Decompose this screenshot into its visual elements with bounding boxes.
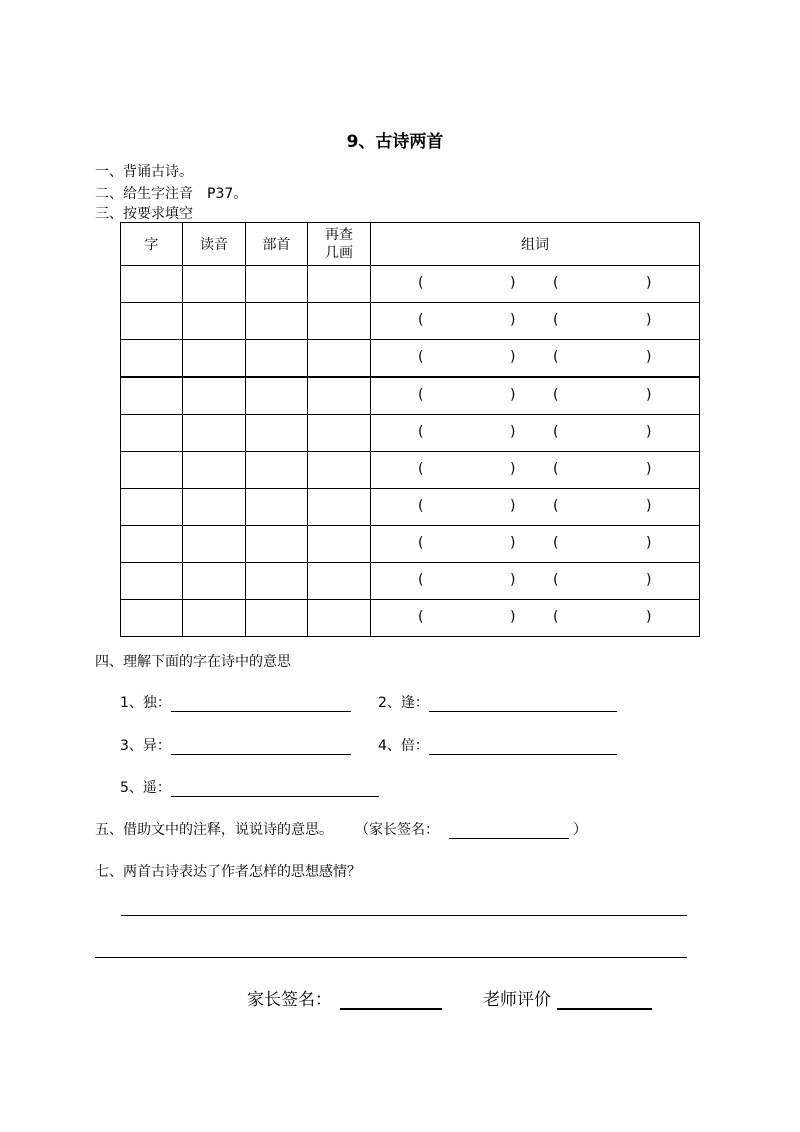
meaning-label-5: 5、遥： <box>120 780 171 796</box>
pronunciation-cell[interactable] <box>183 266 246 303</box>
meaning-answer-3[interactable] <box>171 754 351 755</box>
word-formation-cell[interactable] <box>371 563 700 600</box>
paren-open-2: ( <box>553 498 559 514</box>
paren-open-2: ( <box>553 535 559 551</box>
meaning-label-1: 1、独： <box>120 695 171 711</box>
meaning-answer-1[interactable] <box>171 711 351 712</box>
meaning-item-4 <box>378 735 617 755</box>
paren-open-2: ( <box>553 387 559 403</box>
paren-open-1: ( <box>418 535 424 551</box>
section-5-sign-blank[interactable] <box>449 838 569 839</box>
paren-close-1: ) <box>510 275 516 291</box>
character-cell[interactable] <box>121 526 183 563</box>
meaning-answer-4[interactable] <box>429 754 617 755</box>
paren-open-1: ( <box>418 572 424 588</box>
strokes-cell[interactable] <box>308 377 371 415</box>
page-title: 9、古诗两首 <box>346 132 444 152</box>
word-blanks <box>371 303 699 339</box>
teacher-evaluation <box>483 985 652 1010</box>
radical-cell[interactable] <box>246 600 308 637</box>
radical-cell[interactable] <box>246 526 308 563</box>
radical-cell[interactable] <box>246 415 308 452</box>
parent-signature <box>247 985 442 1010</box>
paren-open-2: ( <box>553 275 559 291</box>
paren-close-2: ) <box>646 387 652 403</box>
character-cell[interactable] <box>121 489 183 526</box>
meaning-item-3 <box>120 735 351 755</box>
paren-open-2: ( <box>553 312 559 328</box>
fill-in-table <box>120 222 700 637</box>
section-4-heading: 四、理解下面的字在诗中的意思 <box>95 654 291 670</box>
header-word-formation: 组词 <box>371 223 700 266</box>
pronunciation-cell[interactable] <box>183 600 246 637</box>
word-blanks <box>371 378 699 414</box>
section-7-heading: 七、两首古诗表达了作者怎样的思想感情？ <box>95 864 361 880</box>
radical-cell[interactable] <box>246 489 308 526</box>
header-extra-strokes-line1: 再查 <box>325 227 353 243</box>
word-formation-cell[interactable] <box>371 266 700 303</box>
section-5-text: 五、借助文中的注释，说说诗的意思。 <box>95 822 333 838</box>
word-formation-cell[interactable] <box>371 489 700 526</box>
paren-close-1: ) <box>510 312 516 328</box>
strokes-cell[interactable] <box>308 340 371 378</box>
paren-close-2: ) <box>646 535 652 551</box>
character-cell[interactable] <box>121 377 183 415</box>
section-5-sign-label: （家长签名： <box>355 822 439 838</box>
paren-open-2: ( <box>553 349 559 365</box>
paren-open-2: ( <box>553 461 559 477</box>
character-cell[interactable] <box>121 415 183 452</box>
radical-cell[interactable] <box>246 377 308 415</box>
header-radical: 部首 <box>246 223 308 266</box>
header-extra-strokes-line2: 几画 <box>325 245 353 261</box>
table-row <box>121 415 700 452</box>
character-cell[interactable] <box>121 303 183 340</box>
table-row <box>121 377 700 415</box>
word-formation-cell[interactable] <box>371 600 700 637</box>
word-blanks <box>371 266 699 302</box>
table-header-row <box>121 223 700 266</box>
section-1-heading: 一、背诵古诗。 <box>95 164 193 180</box>
paren-close-2: ) <box>646 498 652 514</box>
paren-close-2: ) <box>646 461 652 477</box>
word-blanks <box>371 600 699 636</box>
table-body <box>121 266 700 637</box>
meaning-item-1 <box>120 692 351 712</box>
paren-close-1: ) <box>510 461 516 477</box>
pronunciation-cell[interactable] <box>183 489 246 526</box>
paren-close-1: ) <box>510 609 516 625</box>
table-row <box>121 452 700 489</box>
paren-open-1: ( <box>418 498 424 514</box>
paren-close-2: ) <box>646 572 652 588</box>
meaning-item-2 <box>378 692 617 712</box>
meaning-label-3: 3、异： <box>120 738 171 754</box>
pronunciation-cell[interactable] <box>183 303 246 340</box>
header-pronunciation: 读音 <box>183 223 246 266</box>
table-row <box>121 600 700 637</box>
word-blanks <box>371 563 699 599</box>
paren-close-1: ) <box>510 535 516 551</box>
parent-signature-blank[interactable] <box>340 1008 442 1010</box>
paren-close-2: ) <box>646 609 652 625</box>
paren-close-2: ) <box>646 424 652 440</box>
paren-open-2: ( <box>553 609 559 625</box>
paren-open-1: ( <box>418 461 424 477</box>
strokes-cell[interactable] <box>308 415 371 452</box>
paren-close-1: ) <box>510 387 516 403</box>
paren-close-1: ) <box>510 572 516 588</box>
paren-close-2: ) <box>646 275 652 291</box>
section-5 <box>95 819 587 839</box>
meaning-item-5 <box>120 777 379 797</box>
table-row <box>121 526 700 563</box>
word-formation-cell[interactable] <box>371 340 700 378</box>
word-blanks <box>371 452 699 488</box>
word-blanks <box>371 489 699 525</box>
strokes-cell[interactable] <box>308 266 371 303</box>
word-formation-cell[interactable] <box>371 415 700 452</box>
paren-close-1: ) <box>510 349 516 365</box>
meaning-answer-5[interactable] <box>171 796 379 797</box>
paren-open-1: ( <box>418 312 424 328</box>
pronunciation-cell[interactable] <box>183 563 246 600</box>
pronunciation-cell[interactable] <box>183 526 246 563</box>
paren-open-1: ( <box>418 424 424 440</box>
strokes-cell[interactable] <box>308 303 371 340</box>
paren-open-1: ( <box>418 275 424 291</box>
paren-open-2: ( <box>553 572 559 588</box>
radical-cell[interactable] <box>246 303 308 340</box>
pronunciation-cell[interactable] <box>183 415 246 452</box>
header-character: 字 <box>121 223 183 266</box>
answer-line-1[interactable] <box>121 915 687 916</box>
radical-cell[interactable] <box>246 452 308 489</box>
paren-open-1: ( <box>418 349 424 365</box>
header-extra-strokes <box>308 223 371 266</box>
paren-close-1: ) <box>510 424 516 440</box>
table-row <box>121 303 700 340</box>
radical-cell[interactable] <box>246 266 308 303</box>
table-row <box>121 563 700 600</box>
meaning-label-2: 2、逢： <box>378 695 429 711</box>
strokes-cell[interactable] <box>308 489 371 526</box>
word-formation-cell[interactable] <box>371 452 700 489</box>
word-formation-cell[interactable] <box>371 526 700 563</box>
character-cell[interactable] <box>121 340 183 378</box>
character-cell[interactable] <box>121 266 183 303</box>
word-blanks <box>371 526 699 562</box>
character-cell[interactable] <box>121 600 183 637</box>
paren-open-2: ( <box>553 424 559 440</box>
word-blanks <box>371 340 699 376</box>
paren-close-2: ) <box>646 349 652 365</box>
paren-close-2: ) <box>646 312 652 328</box>
word-formation-cell[interactable] <box>371 303 700 340</box>
section-3-heading: 三、按要求填空 <box>95 206 193 222</box>
answer-line-2[interactable] <box>95 957 687 958</box>
section-2-heading: 二、给生字注音 P37。 <box>95 186 248 202</box>
paren-open-1: ( <box>418 387 424 403</box>
pronunciation-cell[interactable] <box>183 340 246 378</box>
meaning-label-4: 4、倍： <box>378 738 429 754</box>
character-cell[interactable] <box>121 563 183 600</box>
strokes-cell[interactable] <box>308 600 371 637</box>
radical-cell[interactable] <box>246 340 308 378</box>
character-cell[interactable] <box>121 452 183 489</box>
meaning-answer-2[interactable] <box>429 711 617 712</box>
teacher-evaluation-blank[interactable] <box>557 1008 652 1010</box>
word-blanks <box>371 415 699 451</box>
pronunciation-cell[interactable] <box>183 377 246 415</box>
paren-open-1: ( <box>418 609 424 625</box>
paren-close-1: ) <box>510 498 516 514</box>
strokes-cell[interactable] <box>308 563 371 600</box>
section-5-close: ） <box>573 822 587 838</box>
table-row <box>121 266 700 303</box>
radical-cell[interactable] <box>246 563 308 600</box>
table-row <box>121 340 700 378</box>
pronunciation-cell[interactable] <box>183 452 246 489</box>
table-row <box>121 489 700 526</box>
teacher-evaluation-label: 老师评价 <box>483 990 551 1010</box>
word-formation-cell[interactable] <box>371 377 700 415</box>
strokes-cell[interactable] <box>308 452 371 489</box>
strokes-cell[interactable] <box>308 526 371 563</box>
parent-signature-label: 家长签名： <box>247 990 332 1010</box>
